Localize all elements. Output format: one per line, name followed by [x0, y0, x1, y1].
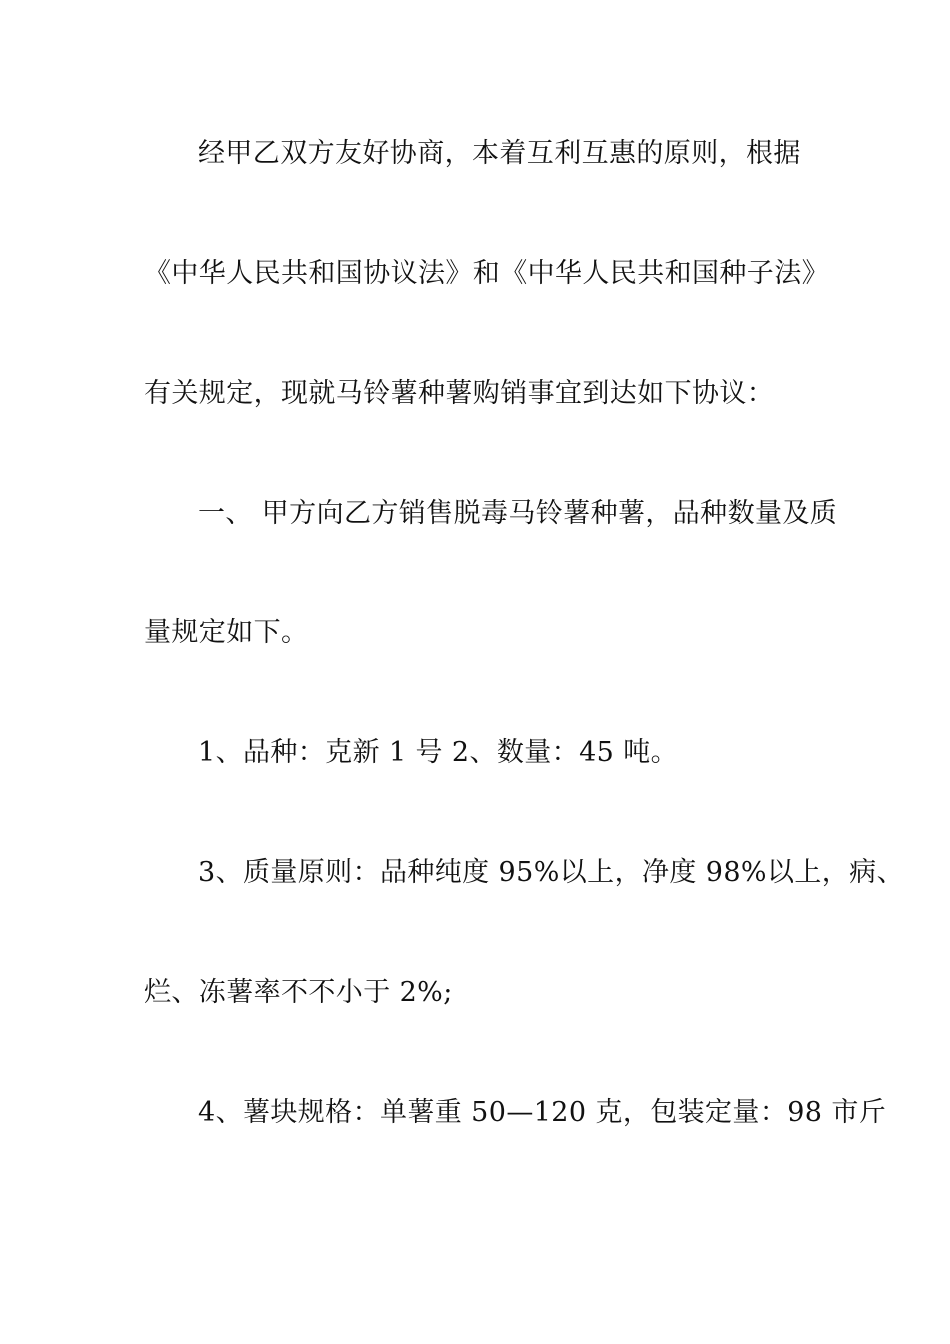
- paragraph-intro-line-2: 《中华人民共和国协议法》和《中华人民共和国种子法》: [144, 258, 829, 289]
- clause-1-line-2: 量规定如下。: [144, 617, 309, 648]
- item-tuber-spec: 4、薯块规格：单薯重 50—120 克，包装定量：98 市斤: [198, 1097, 887, 1128]
- item-variety-quantity: 1、品种：克新 1 号 2、数量：45 吨。: [198, 737, 679, 768]
- paragraph-intro-line-3: 有关规定，现就马铃薯种薯购销事宜到达如下协议：: [144, 378, 775, 409]
- item-quality-line-2: 烂、冻薯率不不小于 2%;: [144, 977, 453, 1008]
- item-quality-line-1: 3、质量原则：品种纯度 95%以上，净度 98%以上，病、: [198, 857, 904, 888]
- clause-1-line-1: 一、 甲方向乙方销售脱毒马铃薯种薯，品种数量及质: [198, 498, 838, 529]
- paragraph-intro-line-1: 经甲乙双方友好协商，本着互利互惠的原则，根据: [198, 138, 801, 169]
